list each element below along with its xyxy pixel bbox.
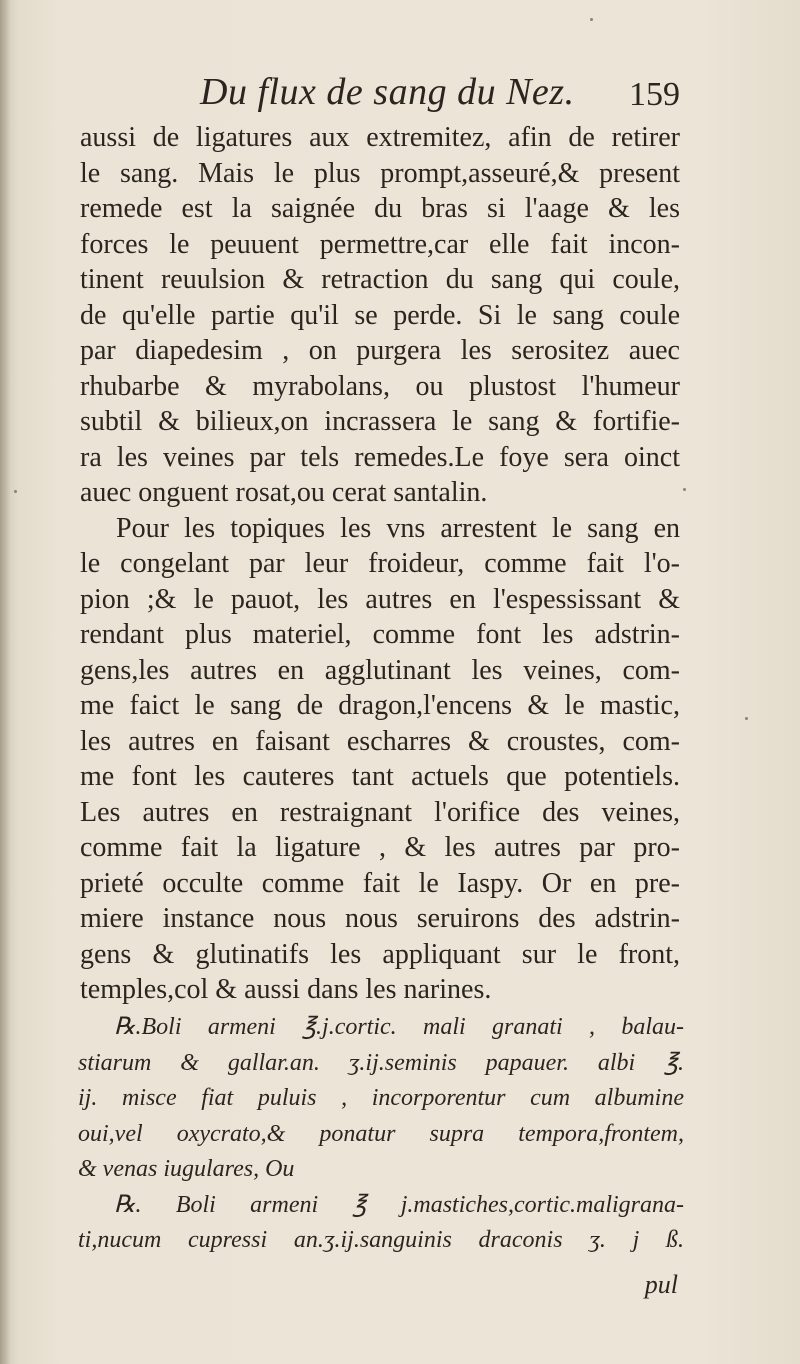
recipe-line: ij. misce fiat puluis , incorporentur cum albumine	[78, 1085, 684, 1111]
text-line: temples,col & aussi dans les narines.	[80, 974, 492, 1005]
body-text	[80, 120, 680, 1008]
recipe-line: stiarum & gallar.an. ʒ.ij.seminis papauer. albi ℥.	[78, 1049, 684, 1076]
recipe-line: & venas iugulares, Ou	[78, 1156, 295, 1182]
paper-speck	[14, 490, 17, 493]
page-number: 159	[629, 76, 680, 113]
recipe-line: ti,nucum cupressi an.ʒ.ij.sanguinis draconis ʒ. j ß.	[78, 1227, 684, 1253]
page-gutter	[0, 0, 10, 1364]
text-line: le congelant par leur froideur, comme fait l'o-	[80, 548, 680, 579]
text-line: gens & glutinatifs les appliquant sur le front,	[80, 938, 680, 970]
text-line: gens,les autres en agglutinant les veines, com-	[80, 654, 680, 686]
text-line: tinent reuulsion & retraction du sang qui coule,	[80, 264, 680, 295]
text-line: me faict le sang de dragon,l'encens & le mastic,	[80, 690, 680, 721]
catchword: pul	[644, 1270, 678, 1299]
recipe-block	[78, 1010, 684, 1259]
text-line: comme fait la ligature , & les autres par pro-	[80, 832, 680, 863]
page-header	[200, 70, 680, 120]
recipe-line: ℞. Boli armeni ℥ j.mastiches,cortic.maligrana-	[114, 1191, 684, 1218]
text-line: Les autres en restraignant l'orifice des veines,	[80, 796, 680, 828]
text-line: aussi de ligatures aux extremitez, afin de retirer	[80, 122, 680, 153]
text-line: auec onguent rosat,ou cerat santalin.	[80, 477, 488, 508]
text-line: rhubarbe & myrabolans, ou plustost l'humeur	[80, 370, 680, 402]
text-line: le sang. Mais le plus prompt,asseuré,& present	[80, 157, 680, 189]
text-line: subtil & bilieux,on incrassera le sang & fortifie-	[80, 406, 680, 437]
paper-speck	[683, 488, 686, 491]
paper-speck	[590, 18, 593, 21]
text-line: miere instance nous nous seruirons des adstrin-	[80, 903, 680, 934]
text-line: pion ;& le pauot, les autres en l'espessissant &	[80, 583, 680, 615]
paper-speck	[745, 717, 748, 720]
text-line: de qu'elle partie qu'il se perde. Si le sang coule	[80, 299, 680, 331]
text-line: prieté occulte comme fait le Iaspy. Or en pre-	[80, 867, 680, 899]
text-line: forces le peuuent permettre,car elle fait incon-	[80, 228, 680, 260]
text-line: rendant plus materiel, comme font les adstrin-	[80, 619, 680, 650]
text-line: remede est la saignée du bras si l'aage & les	[80, 193, 680, 224]
text-line: ra les veines par tels remedes.Le foye sera oinct	[80, 441, 680, 473]
text-line: me font les cauteres tant actuels que potentiels.	[80, 761, 680, 792]
recipe-line: ℞.Boli armeni ℥.j.cortic. mali granati , balau-	[114, 1014, 684, 1040]
paragraph-start-line: Pour les topiques les vns arrestent le sang en	[116, 512, 680, 544]
text-line: les autres en faisant escharres & croustes, com-	[80, 725, 680, 757]
recipe-line: oui,vel oxycrato,& ponatur supra tempora,frontem,	[78, 1120, 684, 1147]
running-title: Du flux de sang du Nez.	[200, 71, 575, 113]
text-line: par diapedesim , on purgera les serositez auec	[80, 335, 680, 366]
